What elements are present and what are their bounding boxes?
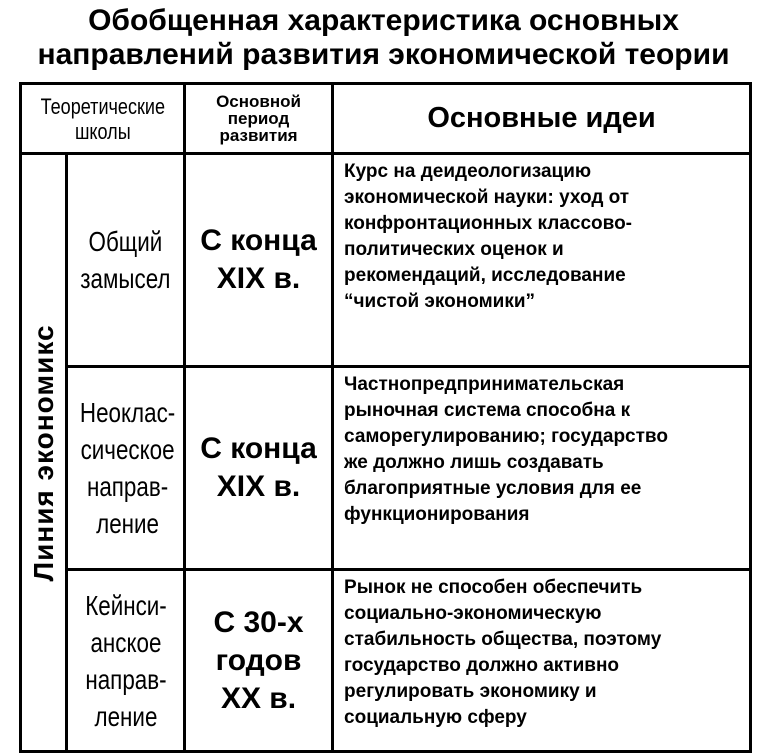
period-cell: С конца XIX в. (185, 154, 333, 367)
header-schools (21, 84, 185, 154)
school-cell (67, 154, 185, 367)
header-ideas: Основные идеи (333, 84, 751, 154)
theories-table (19, 82, 752, 753)
table-row (21, 570, 751, 752)
school-cell (67, 570, 185, 752)
idea-cell: Рынок не способен обеспечить социально-экономическую стабильность общества, поэтому государство должно активно регулировать экономику и социальную сферу (333, 570, 751, 752)
school-name: Неоклас- сическое направ- ление (79, 397, 176, 539)
school-name: Общий замысел (80, 226, 171, 294)
idea-cell: Курс на деидеологизацию экономической науки: уход от конфронтационных классово- политических оценок и рекомендаций, исследование “чистой экономики” (333, 154, 751, 367)
idea-cell: Частнопредпринимательская рыночная система способна к саморегулированию; государство же должно лишь создавать благоприятные условия для ее функционирования (333, 367, 751, 570)
period-cell: С конца XIX в. (185, 367, 333, 570)
line-label-cell (21, 154, 67, 752)
header-schools-label: Теоретические школы (40, 93, 165, 144)
period-cell: С 30-х годов XX в. (185, 570, 333, 752)
line-label: Линия экономикс (27, 323, 59, 582)
table-row (21, 367, 751, 570)
page-title: Обобщенная характеристика основных направлений развития экономической теории (37, 4, 730, 71)
school-cell (67, 367, 185, 570)
header-period: Основной период развития (185, 84, 333, 154)
header-row (21, 84, 751, 154)
table-row (21, 154, 751, 367)
school-name: Кейнси- анское направ- ление (84, 589, 167, 732)
